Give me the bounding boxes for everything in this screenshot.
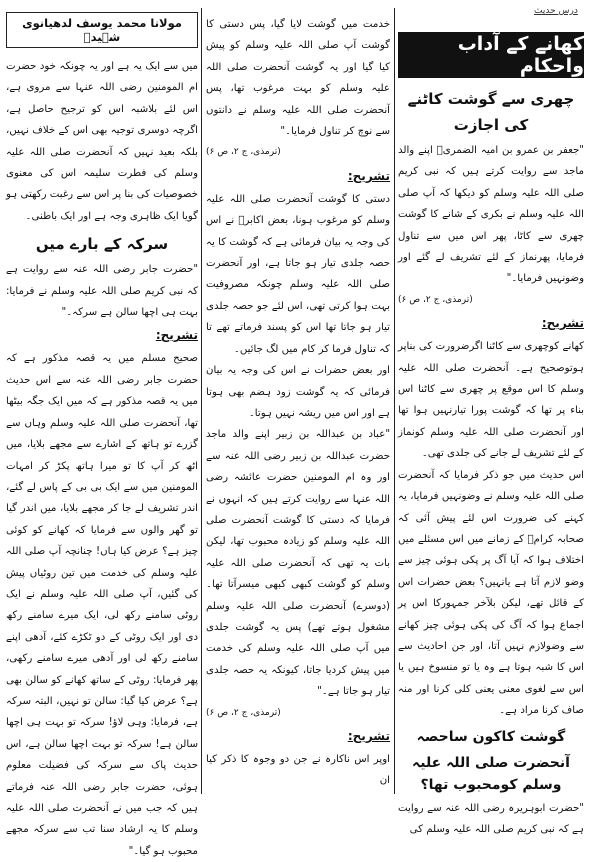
paragraph: صحیح مسلم میں یہ قصہ مذکور ہے کہ حضرت جابر رضی اللہ عنہ سے اس حدیث میں یہ قصہ مذکور ہے کہ میں ایک جگہ بیٹھا تھا، آنحضرت صلی اللہ علیہ وسلم وہاں سے گزرے تو ہاتھ کے اشارے سے مجھے بلایا، میں اٹھ کر آپ کا تو میرا ہاتھ پکڑ کر امہات المومنین میں سے ایک بی بی کے پاس لے گئے، اندر تشریف لے جا کر مجھے بلایا، میں اندر گیا تو گھر والوں سے فرمایا کہ کھانے کو کوئی چیز ہے؟ عرض کیا ہاں! چنانچہ آپ صلی اللہ علیہ وسلم کی خدمت میں تین روٹیاں پیش کی گئیں، آپ صلی اللہ علیہ وسلم نے ایک روٹی سامنے رکھ لی، ایک میرے سامنے رکھ دی اور ایک روٹی کے دو ٹکڑے کئے، آدھی اپنے سامنے رکھ لی اور آدھی میرے سامنے رکھی، پھر فرمایا: روٹی کے ساتھ کھانے کو سالن بھی ہے؟ عرض کیا گیا: سالن تو نہیں، البتہ سرکہ ہے، فرمایا: وہی لاؤ! سرکہ تو بہت ہی اچھا سالن ہے! سرکہ تو بہت اچھا سالن ہے، اس حدیث پاک سے سرکہ کی فضیلت معلوم ہوئی، حضرت جابر رضی اللہ عنہ فرماتے ہیں کہ جب میں نے آنحضرت صلی اللہ علیہ وسلم کا یہ ارشاد سنا تب سے سرکہ مجھے محبوب ہو گیا۔" bbox=[6, 353, 198, 857]
paragraph: اور بعض حضرات نے اس کی وجہ یہ بیان فرمائی کہ یہ گوشت زود ہضم بھی ہوتا ہے اور اس میں ریشہ نہیں ہوتا۔ bbox=[206, 365, 390, 419]
column-divider bbox=[201, 8, 202, 794]
right-column bbox=[398, 82, 584, 840]
paragraph: دستی کا گوشت آنحضرت صلی اللہ علیہ وسلم کو مرغوب ہونا، بعض اکابرؒ نے اس کی وجہ یہ بیان فرمائی ہے کہ گوشت کا یہ حصہ جلدی تیار ہو جاتا ہے، اور آنحضرت صلی اللہ علیہ وسلم چونکہ مصروفیت بہت ہوا کرتی تھی، اس لئے جو حصہ جلدی تیار ہو جاتا تھا اس کو پسند فرماتے تھے تا کہ تناول فرما کر کام میں لگ جائیں۔ bbox=[206, 193, 390, 355]
subheading-explanation: تشریح: bbox=[155, 328, 198, 343]
hadith-text: خدمت میں گوشت لایا گیا، پس دستی کا گوشت آپ صلی اللہ علیہ وسلم کو پیش کیا گیا اور یہ گوشت آنحضرت صلی اللہ علیہ وسلم کو بہت مرغوب تھا، پس آنحضرت صلی اللہ علیہ وسلم نے دانتوں سے نوچ کر تناول فرمایا۔" bbox=[206, 19, 390, 138]
paragraph: اس حدیث میں جو ذکر فرمایا کہ آنحضرت صلی اللہ علیہ وسلم نے وضونہیں فرمایا، یہ کہنے کی ضرورت اس لئے پیش آئی کہ صحابہ کرامؓ کے زمانے میں اس مسئلے میں اختلاف ہوا کہ آیا آگ پر پکی ہوئی چیز سے وضو لازم آتا ہے یانہیں؟ بعض حضرات اس کے قائل تھے، لیکن بلآخر جمہورکا اس پر اجماع ہوا کہ آگ کی پکی ہوئی چیز کھانے سے وضولازم نہیں آتا، اور جن احادیث سے اس کا شبہ ہوتا ہے وہ یا تو منسوخ ہیں یا اس سے لغوی معنی یعنی کلی کرنا اور منہ صاف کرنا مراد ہے۔ bbox=[398, 469, 584, 717]
middle-column bbox=[206, 14, 390, 792]
subheading-explanation: تشریح: bbox=[541, 316, 584, 331]
left-column bbox=[6, 12, 198, 862]
hadith-text: "جعفر بن عمرو بن امیہ الضمریؒ اپنے والد ماجد سے روایت کرتے ہیں کہ نبی کریم صلی اللہ علیہ وسلم کو دیکھا کہ آپ صلی اللہ علیہ وسلم نے بکری کے شانے کا گوشت چھری سے کاٹا، پھر اس میں سے تناول فرمایا، پھرنماز کے لئے تشریف لے گئے اور وضونہیں فرمایا۔" bbox=[398, 145, 584, 285]
reference: (ترمذی، ج ۲، ص ۶) bbox=[206, 707, 281, 718]
heading-meat-part: گوشت کاکون ساحصہ bbox=[416, 728, 566, 745]
reference: (ترمذی، ج ۲، ص ۶) bbox=[398, 294, 473, 305]
reference: (ترمذی، ج ۲، ص ۶) bbox=[206, 147, 281, 158]
section-tag: درس حدیث bbox=[534, 6, 578, 16]
heading-vinegar: سرکہ کے بارے میں bbox=[35, 235, 169, 254]
subheading-explanation: تشریح: bbox=[347, 729, 390, 743]
hadith-text: "حضرت جابر رضی اللہ عنہ سے روایت ہے کہ نبی کریم صلی اللہ علیہ وسلم نے فرمایا: بہت ہی اچھا سالن ہے سرکہ۔" bbox=[6, 264, 198, 319]
subheading-explanation: تشریح: bbox=[347, 168, 390, 183]
paragraph: کھانے کوچھری سے کاٹنا اگرضرورت کی بناپر ہوتوصحیح ہے۔ آنحضرت صلی اللہ علیہ وسلم کا اس موقع پر چھری سے کاٹنا اس بناء پر تھا کہ گوشت پورا تیارنہیں ہوا تھا اور آنحضرت صلی اللہ علیہ وسلم کونماز کے لئے تشریف لے جانے کی جلدی تھی۔ bbox=[398, 341, 584, 460]
paragraph: میں سے ایک یہ ہے اور یہ چونکہ خود حضرت ام المومنین رضی اللہ عنہا سے مروی ہے، اس لئے بلاشبہ اس کو ترجیح حاصل ہے، اگرچہ دوسری توجیہ بھی اس کے خلاف نہیں، بلکہ بعید نہیں کہ آنحضرت صلی اللہ علیہ وسلم کی فطرت سلیمہ اس کی معنوی خصوصیات کی بنا پر اس سے رغبت رکھتی ہو گویا ایک ظاہری وجہ ہے اور ایک باطنی۔ bbox=[6, 61, 198, 222]
hadith-text: "حضرت ابوہریرہ رضی اللہ عنہ سے روایت ہے کہ نبی کریم صلی اللہ علیہ وسلم کی bbox=[398, 802, 584, 835]
heading-meat-part-2: آنحضرت صلی اللہ علیہ وسلم کومحبوب تھا؟ bbox=[412, 754, 570, 793]
paragraph: اوپر اس ناکارہ نے جن دو وجوہ کا ذکر کیا ان bbox=[206, 754, 390, 787]
author-byline: مولانا محمد یوسف لدھیانوی شہیدؒ bbox=[6, 12, 198, 48]
column-divider bbox=[394, 8, 395, 794]
heading-knife: چھری سے گوشت کاٹنے کی اجازت bbox=[407, 90, 575, 134]
hadith-text: "عباد بن عبداللہ بن زبیر اپنے والد ماجد حضرت عبداللہ بن زبیر رضی اللہ عنہ سے اور وہ ام المومنین حضرت عائشہ رضی اللہ عنہا سے روایت کرتے ہیں کہ انہوں نے فرمایا کہ دستی کا گوشت آنحضرت صلی اللہ علیہ وسلم کو زیادہ محبوب تھا، لیکن بات یہ تھی کہ آنحضرت صلی اللہ علیہ وسلم کو گوشت کبھی کبھی میسرآتا تھا۔ (دوسرے) آنحضرت صلی اللہ علیہ وسلم مشغول ہوتے تھے) پس یہ گوشت جلدی میں آپ صلی اللہ علیہ وسلم کی خدمت میں پیش کردیا جاتا، کیونکہ یہ حصہ جلدی تیار ہو جاتا ہے۔" bbox=[206, 429, 390, 698]
banner-title: کھانے کے آداب واحکام bbox=[398, 32, 584, 78]
